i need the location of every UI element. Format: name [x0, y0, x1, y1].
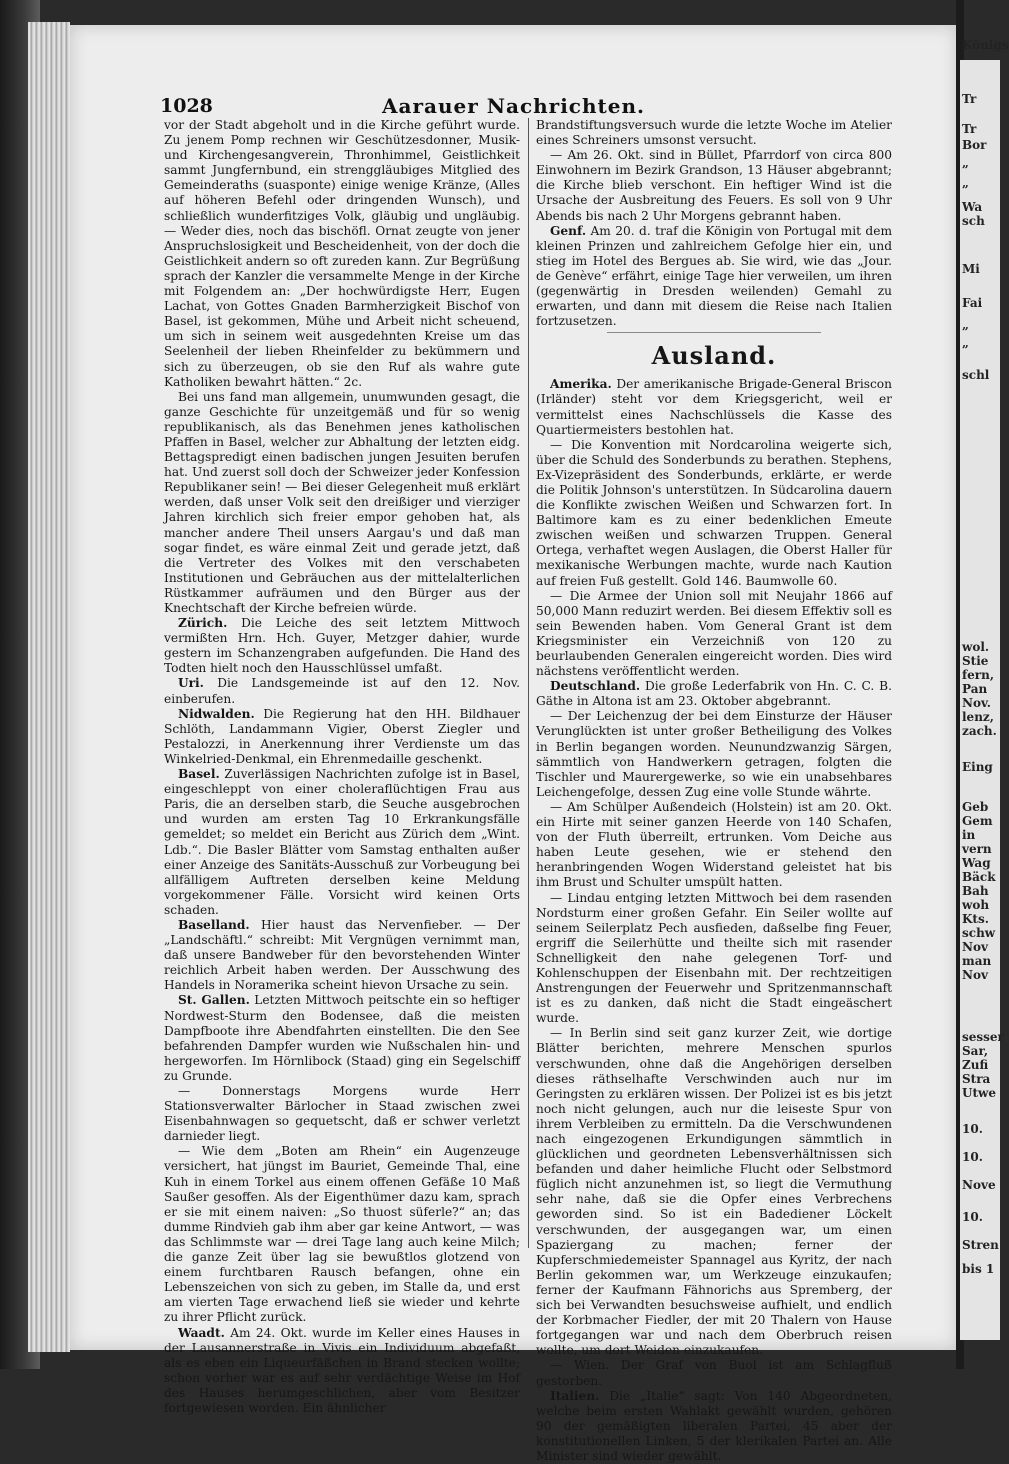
news-paragraph — [164, 676, 520, 706]
dateline: Amerika. — [550, 377, 612, 392]
paragraph-text: Am 20. d. traf die Königin von Portugal mit dem kleinen Prinzen und zahlreichem Gefolge hier ein, und stieg im Hotel des Bergues ab. Sie wird, wie das „Jour. de Genève“ erfährt, einige Tage hier verweilen, um ihren (gegenwärtig in Dresden weilenden) Gemahl zu erwarten, und dann mit diesem die Reise nach Italien fortzusetzen. — [536, 223, 893, 329]
news-paragraph — [164, 707, 520, 767]
dateline: Waadt. — [178, 1325, 225, 1340]
adjacent-page-text: schl — [962, 368, 990, 382]
adjacent-page-text: Zufi — [962, 1058, 989, 1072]
domestic-news-continued — [536, 118, 892, 329]
paragraph-text: — Wie dem „Boten am Rhein“ ein Augenzeuge versichert, hat jüngst im Bauriet, Gemeinde Thal, eine Kuh in einem Torkel aus einem offenen Gefäße 10 Maß Saußer gesoffen. Als der Eigenthümer dazu kam, sprach er sie mit einem naiven: „So thuost süferle?“ an; das dumme Rindvieh gab ihm aber gar keine Antwort, — was das Schlimmste war — drei Tage lang auch keine Milch; die ganze Zeit über lag sie bewußtlos glotzend von einem furchtbaren Rausch befangen, ohne ein Lebenszeichen von sich zu geben, im Stalle da, und erst am vierten Tage erwachend ließ sie wieder und kehrte zu ihrer Pflicht zurück. — [164, 1144, 520, 1325]
news-paragraph — [164, 767, 520, 918]
page-header — [160, 95, 645, 119]
adjacent-page-fragment — [960, 38, 1009, 1340]
news-paragraph — [164, 1084, 520, 1144]
news-paragraph — [536, 1026, 892, 1358]
page-number: 1028 — [160, 95, 213, 117]
news-paragraph — [164, 1144, 520, 1325]
paragraph-text: Die „Italie“ sagt: Von 140 Abgeordneten, welche beim ersten Wahlakt gewählt wurden, gehören 90 der gemäßigten liberalen Partei, 45 aber der konstitutionellen Linken, 5 der klerikalen Partei an. Alle Minister sind wieder gewählt. — [536, 1388, 893, 1463]
adjacent-page-text: Stra — [962, 1072, 991, 1086]
news-paragraph — [536, 118, 892, 148]
paragraph-text: — Die Konvention mit Nordcarolina weigerte sich, über die Schuld des Sonderbunds zu berathen. Stephens, Ex-Vizepräsident des Sonderbunds, erklärte, er werde die Politik Johnson's unterstützen. In Südcarolina dauern die Konflikte zwischen Weißen und Schwarzen fort. In Baltimore kam es zu einer bedenklichen Emeute zwischen weißen und schwarzen Truppen. General Ortega, verhaftet wegen Auslagen, die Oberst Haller für mexikanische Werbungen machte, wurde nach Kaution auf freien Fuß gestellt. Gold 146. Baumwolle 60. — [536, 437, 892, 588]
adjacent-page-text: fern, — [962, 668, 995, 682]
dateline: Nidwalden. — [178, 706, 255, 721]
page-stack-edge — [28, 22, 70, 1352]
adjacent-page-text: Wa — [962, 200, 983, 214]
news-paragraph — [536, 800, 892, 891]
news-paragraph — [164, 118, 520, 390]
adjacent-page-text: Stren — [962, 1238, 999, 1252]
adjacent-page-text: bis 1 — [962, 1262, 995, 1276]
adjacent-page-text: Nov — [962, 940, 988, 954]
adjacent-page-text: wol. — [962, 640, 990, 654]
adjacent-page-text: woh — [962, 898, 990, 912]
newspaper-title: Aarauer Nachrichten. — [381, 94, 645, 118]
news-paragraph — [536, 148, 892, 223]
paragraph-text: Die Regierung hat den HH. Bildhauer Schlöth, Landammann Vigier, Oberst Ziegler und Pestalozzi, in Anerkennung ihrer Verdienste um das Winkelried-Denkmal, ein Ehrenmedaille geschenkt. — [164, 706, 521, 766]
paragraph-text: — Lindau entging letzten Mittwoch bei dem rasenden Nordsturm einer großen Gefahr. Ein Seiler wollte auf seinem Seilerplatz Pech ausfieden, daßselbe fing Feuer, ergriff die Seilerhütte und theilte sich mit rasender Schnelligkeit den nahe gelegenen Torf- und Kohlenschuppen der Eisenbahn mit. Der rechtzeitigen Anstrengungen der Feuerwehr und Spritzenmannschaft ist es zu danken, daß nicht die Stadt eingeäschert wurde. — [536, 890, 892, 1026]
dateline: Italien. — [550, 1388, 600, 1403]
news-paragraph — [164, 918, 520, 993]
foreign-news — [536, 377, 892, 1464]
adjacent-page-text: Wag — [962, 856, 991, 870]
adjacent-page-text: 10. — [962, 1210, 983, 1224]
adjacent-page-text: Königs — [962, 38, 1009, 52]
dateline: Deutschland. — [550, 679, 641, 694]
adjacent-page-text: sch — [962, 214, 985, 228]
adjacent-page-text: Utwe — [962, 1086, 996, 1100]
paragraph-text: — Wien. Der Graf von Buol ist am Schlagfluß gestorben. — [536, 1358, 892, 1388]
adjacent-page-text: Fai — [962, 296, 983, 310]
paragraph-text: — Donnerstags Morgens wurde Herr Stationsverwalter Bärlocher in Staad zwischen zwei Eisenbahnwagen so gequetscht, daß er schwer verletzt darnieder liegt. — [164, 1084, 520, 1144]
paragraph-text: — Der Leichenzug der bei dem Einsturze der Häuser Verunglückten ist unter großer Betheiligung des Volkes in Berlin begangen worden. Neunundzwanzig Särgen, sämmtlich von Handwerkern getragen, folgten die Tischler und Maurergewerke, so wie ein unabsehbares Leichengefolge, dessen Zug eine volle Stunde währte. — [536, 709, 892, 799]
paragraph-text: Bei uns fand man allgemein, unumwunden gesagt, die ganze Geschichte für unzeitgemäß und für so wenig republikanisch, als das Benehmen jenes katholischen Pfaffen in Basel, welcher zur Abhaltung der letzten eidg. Bettagspredigt einen badischen jungen Jesuiten berufen hat. Und zuerst soll doch der Schweizer jeder Konfession Republikaner sein! — Bei dieser Gelegenheit muß erklärt werden, daß unser Volk seit den dreißiger und vierziger Jahren kirchlich sich freier empor gehoben hat, als mancher andere Theil unsers Aargau's und daß man sogar findet, es wäre einmal Zeit und gerade jetzt, daß die Vertreter des Volkes mit den verschabeten Institutionen und Gebräuchen aus der mittelalterlichen Rüstkammer aufräumen und den Bürger aus der Knechtschaft der Kirche befreien würde. — [164, 389, 520, 615]
news-paragraph — [536, 709, 892, 800]
column-divider — [528, 118, 529, 1248]
paragraph-text: Die große Lederfabrik von Hn. C. C. B. Gäthe in Altona ist am 23. Oktober abgebrannt. — [536, 679, 893, 709]
adjacent-page-text: Kts. — [962, 912, 989, 926]
dateline: Genf. — [550, 223, 587, 238]
paragraph-text: Die Leiche des seit letztem Mittwoch vermißten Hrn. Hch. Guyer, Metzger dahier, wurde gestern im Schanzengraben aufgefunden. Die Hand des Todten hielt noch den Hausschlüssel umfaßt. — [164, 616, 521, 676]
adjacent-page-text: Tr — [962, 92, 977, 106]
paragraph-text: Hier haust das Nervenfieber. — Der „Landschäftl.“ schreibt: Mit Vergnügen vernimmt man, daß unsere Bandweber für den bevorstehenden Winter reichlich Arbeit haben werden. Der Ausschwung des Handels in Noramerika scheint hievon Ursache zu sein. — [164, 917, 520, 993]
news-paragraph — [536, 438, 892, 589]
news-paragraph — [164, 616, 520, 676]
paragraph-text: — In Berlin sind seit ganz kurzer Zeit, wie dortige Blätter berichten, mehrere Menschen spurlos verschwunden, ohne daß die Angehörigen derselben dieses räthselhafte Verschwinden auch nur im Geringsten zu erklären wissen. Der Polizei ist es bis jetzt noch nicht gelungen, auch nur die leiseste Spur von ihrem Verbleiben zu ermitteln. Da die Verschwundenen nach eingezogenen Erkundigungen sämmtlich in glücklichen und geordneten Lebensverhältnissen sich befanden und daher heimliche Flucht oder Selbstmord füglich nicht anzunehmen ist, so liegt die Vermuthung sehr nahe, daß sie die Opfer eines Verbrechens geworden sind. So ist ein Badediener Löckelt verschwunden, der ausgegangen war, um einen Spaziergang zu machen; ferner der Kupferschmiedemeister Spannagel aus Kyritz, der nach Berlin gekommen war, um Werkzeuge einzukaufen; ferner der Kaufmann Fähnorichs aus Spremberg, der sich bei Verwandten besuchsweise aufhielt, und endlich der Korbmacher Fiedler, der mit 20 Thalern von Hause fortgegangen war und nach dem Oberbruch reisen wollte, um dort Weiden einzukaufen. — [536, 1026, 892, 1358]
adjacent-page-text: sesser — [962, 1030, 1004, 1044]
adjacent-page-text: in — [962, 828, 976, 842]
paragraph-text: vor der Stadt abgeholt und in die Kirche geführt wurde. Zu jenem Pomp rechnen wir Geschützesdonner, Musik- und Kirchengesangverein, Thronhimmel, Geistlichkeit sammt Jungfernbund, ein strenggläubiges Mitglied des Gemeinderaths (suasponte) einige wenige Kränze, (Alles auf höheren Befehl oder dringenden Wunsch), und schließlich wunderfitziges Volk, gläubig und ungläubig. — Weder dies, noch das bischöfl. Ornat zeugte von jener Anspruchslosigkeit und Bescheidenheit, von der doch die Geistlichkeit andern so oft zureden kann. Zur Begrüßung sprach der Kanzler die versammelte Menge in der Kirche mit Folgendem an: „Der hochwürdigste Herr, Eugen Lachat, von Gottes Gnaden Barmherzigkeit Bischof von Basel, ist gekommen, Mühe und Arbeit nicht scheuend, um sich in seinem weit ausgedehnten Kreise um das Seelenheil der lieben Rheinfelder zu bekümmern und sich zu überzeugen, ob sie den Ruf als wahre gute Katholiken bewahrt hätten.“ 2c. — [164, 118, 520, 389]
news-paragraph — [164, 993, 520, 1084]
news-paragraph — [536, 589, 892, 680]
adjacent-page-text: „ — [962, 176, 969, 190]
section-title-ausland: Ausland. — [651, 341, 777, 371]
news-paragraph — [536, 679, 892, 709]
news-paragraph — [536, 1389, 892, 1464]
adjacent-page-text: Mi — [962, 262, 980, 276]
news-paragraph — [536, 1358, 892, 1388]
adjacent-page-text: schw — [962, 926, 996, 940]
adjacent-page-text: „ — [962, 156, 969, 170]
news-paragraph — [536, 224, 892, 330]
adjacent-page-text: Nov. — [962, 696, 991, 710]
dateline: Basel. — [178, 767, 220, 782]
right-column — [536, 118, 893, 1463]
adjacent-page-text: Bah — [962, 884, 989, 898]
paragraph-text: Brandstiftungsversuch wurde die letzte Woche im Atelier eines Schreiners umsonst versucht. — [536, 118, 892, 148]
paragraph-text: — Am Schülper Außendeich (Holstein) ist am 20. Okt. ein Hirte mit seiner ganzen Heerde von 140 Schafen, von der Fluth überreilt, ertrunken. Vom Deiche aus haben Leute gesehen, wie er stehend den heranbringenden Wogen Widerstand geleistet hat bis ihm Brust und Schulter umspült hatten. — [536, 799, 892, 890]
news-paragraph — [164, 1326, 520, 1417]
paragraph-text: Am 24. Okt. wurde im Keller eines Hauses in der Lausannerstraße in Vivis ein Individuum abgefaßt, als es eben ein Liqueurfäßchen in Brand stecken wollte; schon vorher war es auf sehr verdächtige Weise im Hof des Hauses herumgeschlichen, aber vom Besitzer fortgewiesen worden. Ein ähnlicher — [164, 1325, 521, 1415]
paragraph-text: Die Landsgemeinde ist auf den 12. Nov. einberufen. — [164, 676, 521, 706]
adjacent-page-text: Eing — [962, 760, 993, 774]
dateline: Zürich. — [178, 616, 228, 631]
dateline: St. Gallen. — [178, 993, 250, 1008]
adjacent-page-text: Tr — [962, 122, 977, 136]
paragraph-text: Der amerikanische Brigade-General Briscon (Irländer) steht vor dem Kriegsgericht, weil er vermittelst eines Nachschlüssels die Kasse des Quartiermeisters bestohlen hat. — [536, 377, 892, 437]
adjacent-page-text: 10. — [962, 1122, 983, 1136]
adjacent-page-text: Geb — [962, 800, 989, 814]
paragraph-text: — Die Armee der Union soll mit Neujahr 1866 auf 50,000 Mann reduzirt werden. Bei diesem Effektiv soll es sein Bewenden haben. Vom General Grant ist dem Kriegsminister ein Verzeichniß von 120 zu beurlaubenden Generalen eingereicht worden. Dies wird nächstens veröffentlicht werden. — [536, 588, 892, 679]
adjacent-page-text: zach. — [962, 724, 997, 738]
dateline: Uri. — [178, 676, 204, 691]
news-paragraph — [536, 377, 892, 437]
adjacent-page-text: Stie — [962, 654, 989, 668]
paragraph-text: — Am 26. Okt. sind in Büllet, Pfarrdorf von circa 800 Einwohnern im Bezirk Grandson, 13 Häuser abgebrannt; die Kirche blieb verschont. Ein heftiger Wind ist die Ursache der Ausbreitung des Feuers. Es soll von 9 Uhr Abends bis nach 2 Uhr Morgens gebrannt haben. — [536, 148, 892, 223]
section-separator — [607, 332, 821, 333]
adjacent-page-text: Bäck — [962, 870, 996, 884]
paragraph-text: Letzten Mittwoch peitschte ein so heftiger Nordwest-Sturm den Bodensee, daß die meisten Dampfboote ihre Abendfahrten einstellten. Die den See befahrenden Dampfer wurden wie Nußschalen hin- und hergeworfen. Im Hörnlibock (Staad) ging ein Segelschiff zu Grunde. — [164, 993, 520, 1083]
left-column — [164, 118, 521, 1415]
adjacent-page-text: „ — [962, 318, 969, 332]
adjacent-page-text: man — [962, 954, 992, 968]
adjacent-page-text: Nove — [962, 1178, 996, 1192]
adjacent-page-text: Sar, — [962, 1044, 989, 1058]
dateline: Baselland. — [178, 917, 250, 932]
adjacent-page-text: vern — [962, 842, 992, 856]
news-paragraph — [536, 891, 892, 1027]
adjacent-page-text: 10. — [962, 1150, 983, 1164]
adjacent-page-text: Nov — [962, 968, 988, 982]
adjacent-page-text: lenz, — [962, 710, 994, 724]
adjacent-page-text: Gem — [962, 814, 993, 828]
adjacent-page-text: „ — [962, 336, 969, 350]
news-paragraph — [164, 390, 520, 616]
adjacent-page-text: Pan — [962, 682, 988, 696]
adjacent-page-text: Bor — [962, 138, 987, 152]
paragraph-text: Zuverlässigen Nachrichten zufolge ist in Basel, eingeschleppt von einer choleraflüchtigen Frau aus Paris, die an derselben starb, die Seuche ausgebrochen und wurden am ersten Tag 10 Erkrankungsfälle gemeldet; so meldet ein Bericht aus Zürich dem „Wint. Ldb.“. Die Basler Blätter vom Samstag enthalten außer einer Anzeige des Sanitäts-Ausschuß zur Vorbeugung bei allfälligem Auftreten derselben keine Meldung vorgekommener Fälle. Vorsicht wird keinen Orts schaden. — [164, 767, 520, 917]
